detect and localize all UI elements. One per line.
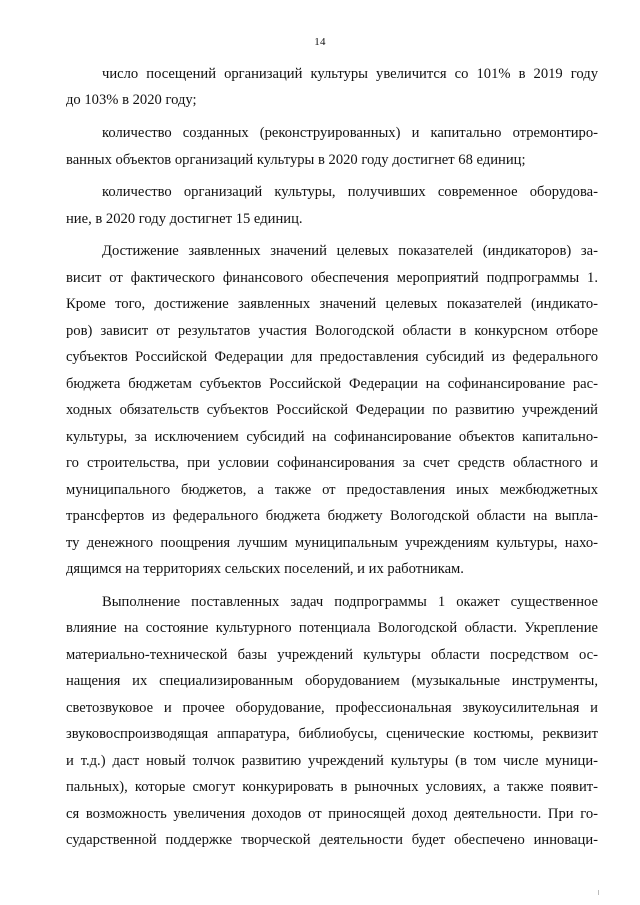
page-number: 14 [314, 36, 326, 48]
text-line: количество организаций культуры, получивших современное оборудова- [102, 184, 598, 200]
text-line: ров) зависит от результатов участия Вологодской области в конкурсном отборе [66, 323, 598, 339]
text-line: Достижение заявленных значений целевых показателей (индикаторов) за- [102, 243, 598, 259]
text-line: светозвуковое и прочее оборудование, профессиональная звукоусилительная и [66, 700, 598, 716]
text-line: до 103% в 2020 году; [66, 92, 197, 108]
text-line: влияние на состояние культурного потенциала Вологодской области. Укрепление [66, 620, 598, 636]
text-line: ходных обязательств субъектов Российской Федерации по развитию учреждений [66, 402, 598, 418]
scan-mark [598, 890, 599, 895]
text-line: Выполнение поставленных задач подпрограммы 1 окажет существенное [102, 594, 598, 610]
text-line: бюджета бюджетам субъектов Российской Федерации на софинансирование рас- [66, 376, 598, 392]
text-line: субъектов Российской Федерации для предоставления субсидий из федерального [66, 349, 598, 365]
text-line: го строительства, при условии софинансирования за счет средств областного и [66, 455, 598, 471]
text-line: муниципального бюджетов, а также от предоставления иных межбюджетных [66, 482, 598, 498]
text-line: ние, в 2020 году достигнет 15 единиц. [66, 211, 303, 227]
text-line: дящимся на территориях сельских поселений, и их работникам. [66, 561, 464, 577]
text-line: ту денежного поощрения лучшим муниципальным учреждениям культуры, нахо- [66, 535, 598, 551]
text-line: и т.д.) даст новый толчок развитию учреждений культуры (в том числе муници- [66, 753, 598, 769]
text-line: материально-технической базы учреждений культуры области посредством ос- [66, 647, 598, 663]
text-line: висит от фактического финансового обеспечения мероприятий подпрограммы 1. [66, 270, 598, 286]
text-line: число посещений организаций культуры увеличится со 101% в 2019 году [102, 66, 598, 82]
text-line: Кроме того, достижение заявленных значений целевых показателей (индикато- [66, 296, 598, 312]
text-line: ся возможность увеличения доходов от приносящей доход деятельности. При го- [66, 806, 598, 822]
text-line: трансфертов из федерального бюджета бюджету Вологодской области на выпла- [66, 508, 598, 524]
text-line: ванных объектов организаций культуры в 2020 году достигнет 68 единиц; [66, 152, 526, 168]
text-line: культуры, за исключением субсидий на софинансирование объектов капитально- [66, 429, 598, 445]
text-line: сударственной поддержке творческой деятельности будет обеспечено инноваци- [66, 832, 598, 848]
text-line: количество созданных (реконструированных) и капитально отремонтиро- [102, 125, 598, 141]
text-line: пальных), которые смогут конкурировать в рыночных условиях, а также появит- [66, 779, 598, 795]
text-line: звуковоспроизводящая аппаратура, библиобусы, сценические костюмы, реквизит [66, 726, 598, 742]
text-line: нащения их специализированным оборудованием (музыкальные инструменты, [66, 673, 598, 689]
